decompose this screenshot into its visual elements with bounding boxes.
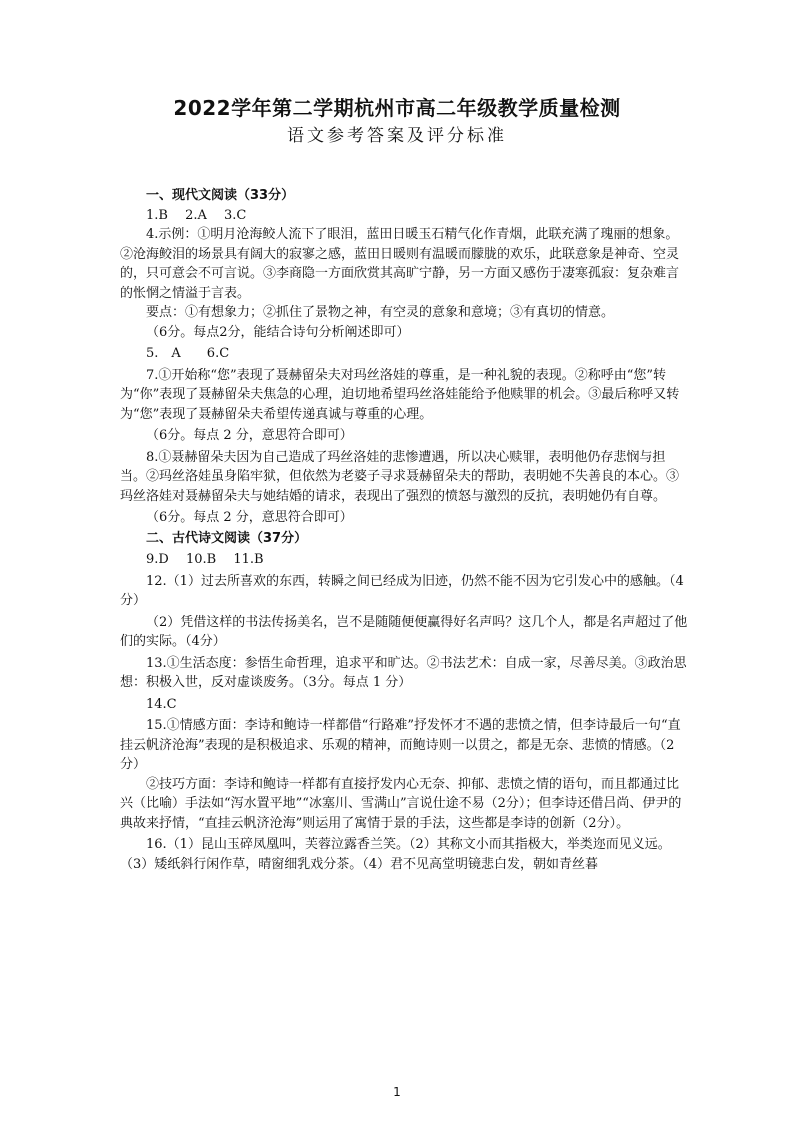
answers-q1-3: 1.B 2.A 3.C	[146, 207, 247, 223]
scoring-note-q4: （6分。每点2分，能结合诗句分析阐述即可）	[146, 324, 410, 340]
answer-q16: 16.（1）昆山玉碎凤凰叫，芙蓉泣露香兰笑。（2）其称文小而其指极大，举类迩而见义远。（3）矮纸斜行闲作草，晴窗细乳戏分茶。（4）君不见高堂明镜悲白发，朝如青丝暮	[120, 837, 671, 872]
document-title: 2022学年第二学期杭州市高二年级教学质量检测	[173, 96, 621, 120]
answer-q4: 4.示例：①明月沧海鲛人流下了眼泪，蓝田日暖玉石精气化作青烟，此联充满了瑰丽的想象。②沧海鲛泪的场景具有阔大的寂寥之感，蓝田日暖则有温暖而朦胧的欢乐，此联意象是神奇、空灵的，只可意会不可言说。③李商隐一方面欣赏其高旷宁静，另一方面又感伤于凄寒孤寂：复杂难言的怅惘之情溢于言表。	[120, 227, 680, 301]
answer-q15-technique: ②技巧方面：李诗和鲍诗一样都有直接抒发内心无奈、抑郁、悲愤之情的语句，而且都通过比兴（比喻）手法如“泻水置平地”“冰塞川、雪满山”言说仕途不易（2分）；但李诗还借吕尚、伊尹的典故来抒情，“直挂云帆济沧海”则运用了寓情于景的手法，这些都是李诗的创新（2分）。	[120, 776, 682, 831]
answers-q9-11: 9.D 10.B 11.B	[146, 552, 264, 567]
answer-q15-emotion: 15.①情感方面：李诗和鲍诗一样都借“行路难”抒发怀才不遇的悲愤之情，但李诗最后一句“直挂云帆济沧海”表现的是积极追求、乐观的精神，而鲍诗则一以贯之，都是无奈、悲愤的情感。（2分）	[120, 718, 681, 772]
scoring-note-q7: （6分。每点 2 分，意思符合即可）	[146, 428, 353, 443]
document-subtitle: 语文参考答案及评分标准	[287, 126, 507, 146]
section-heading-classical-reading: 二、古代诗文阅读（37分）	[146, 530, 308, 546]
answers-q5-6: 5. A 6.C	[146, 346, 230, 361]
scoring-note-q8: （6分。每点 2 分，意思符合即可）	[146, 510, 353, 525]
answer-content	[120, 185, 688, 874]
answer-q13: 13.①生活态度：参悟生命哲理，追求平和旷达。②书法艺术：自成一家，尽善尽美。③政治思想：积极入世，反对虚谈废务。（3分。每点 1 分）	[120, 655, 687, 690]
answer-q14: 14.C	[146, 696, 177, 712]
answer-q12-part2: （2）凭借这样的书法传扬美名，岂不是随随便便赢得好名声吗？这几个人，都是名声超过了他们的实际。（4分）	[120, 614, 688, 649]
answer-q4-key-points: 要点：①有想象力；②抓住了景物之神，有空灵的意象和意境；③有真切的情意。	[146, 305, 615, 320]
answer-q8: 8.①聂赫留朵夫因为自己造成了玛丝洛娃的悲惨遭遇，所以决心赎罪，表明他仍存悲悯与担当。②玛丝洛娃虽身陷牢狱，但依然为老婆子寻求聂赫留朵夫的帮助，表明她不失善良的本心。③玛丝洛娃对聂赫留朵夫与她结婚的请求，表现出了强烈的愤怒与激烈的反抗，表明她仍有自尊。	[120, 449, 680, 504]
page-number: 1	[393, 1085, 401, 1099]
section-heading-modern-reading: 一、现代文阅读（33分）	[146, 188, 295, 203]
answer-q7: 7.①开始称“您”表现了聂赫留朵夫对玛丝洛娃的尊重，是一种礼貌的表现。②称呼由“您”转为“你”表现了聂赫留朵夫焦急的心理，迫切地希望玛丝洛娃能给予他赎罪的机会。③最后称呼又转为“您”表现了聂赫留朵夫希望传递真诚与尊重的心理。	[120, 367, 680, 422]
answer-q12-part1: 12.（1）过去所喜欢的东西，转瞬之间已经成为旧迹，仍然不能不因为它引发心中的感触。（4分）	[120, 573, 684, 608]
